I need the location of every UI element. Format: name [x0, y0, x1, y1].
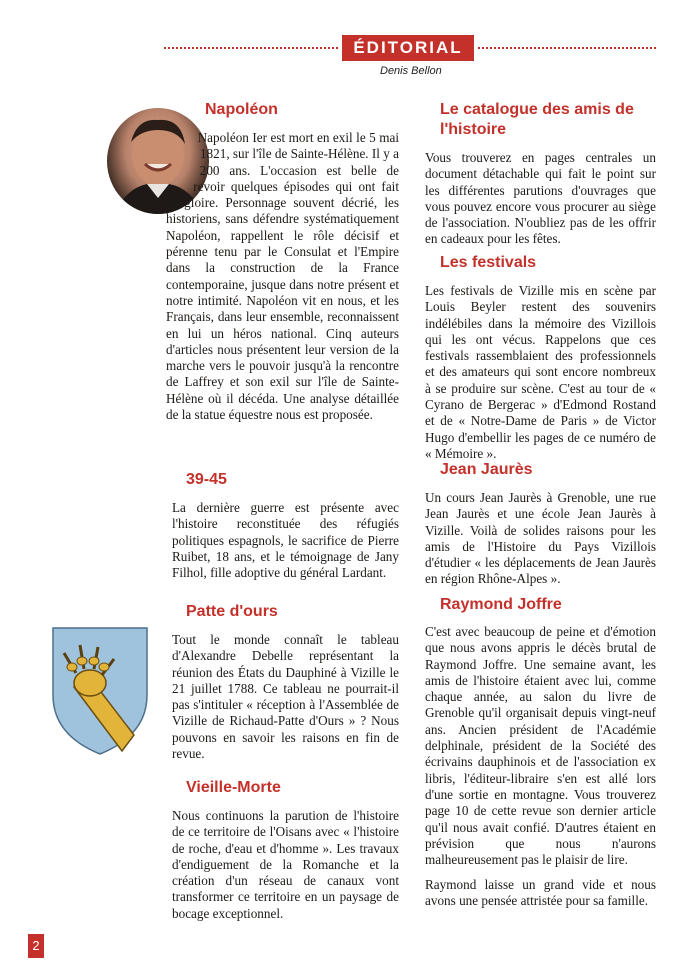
header-rule-left — [164, 47, 338, 49]
text-jean-jaures: Un cours Jean Jaurès à Grenoble, une rue Jean Jaurès et une école Jean Jaurès à Vizille. Voilà de solides raisons pour les amis de l'Histoire du Pays Vizillois d'étudier « les déplacements de Jean Jaurès en région Rhône-Alpes ». — [425, 490, 656, 587]
heading-patte-d-ours: Patte d'ours — [186, 603, 278, 620]
heading-vieille-morte: Vieille-Morte — [186, 779, 281, 796]
heading-jean-jaures: Jean Jaurès — [440, 461, 533, 478]
text-patte-d-ours: Tout le monde connaît le tableau d'Alexandre Debelle représentant la réunion des États du Dauphiné à Vizille le 21 juillet 1788. Ce tableau ne pourrait-il pas s'intituler « réception à l'Assemblée de Vizille de Richaud-Patte d'Ours » ? Nous pouvons en savoir les raisons en fin de revue. — [172, 632, 399, 762]
text-napoleon: Napoléon Ier est mort en exil le 5 mai 1821, sur l'île de Sainte-Hélène. Il y a 200 ans. L'occasion est belle de revoir quelques épisodes qui ont fait sa gloire. Personnage souvent décrié, les historiens, sans défendre systématiquement Napoléon, rappellent le rôle décisif et pérenne tenu par le Consulat et l'Empire dans la construction de la France contemporaine, jusque dans notre présent et notre intimité. Napoléon vit en nous, et les Français, dans leur ensemble, reconnaissent en lui un héros national. Cinq auteurs d'articles nous présentent leur version de la marche vers le pouvoir jusqu'à la rencontre de Laffrey et son exil sur l'île de Sainte-Hélène où il décéda. Une analyse détaillée de la statue équestre nous est proposée. — [166, 130, 399, 423]
heading-festivals: Les festivals — [440, 254, 537, 271]
portrait-wrap-spacer — [166, 130, 216, 212]
text-raymond-joffre-closing: Raymond laisse un grand vide et nous avons une pensée attristée pour sa famille. — [425, 877, 656, 909]
page-number: 2 — [28, 934, 44, 958]
heading-39-45: 39-45 — [186, 471, 227, 488]
heading-napoleon: Napoléon — [205, 101, 278, 118]
text-festivals: Les festivals de Vizille mis en scène par Louis Beyler restent des souvenirs indélébiles dans la mémoire des Vizillois qui les ont vécus. Rappelons que ces festivals rassemblaient des professionnels et des amateurs qui sont encore nombreux à se produire sur scène. C'est au tour de « Cyrano de Bergerac » d'Edmond Rostand et de « Notre-Dame de Paris » de Victor Hugo d'embellir les pages de ce numéro de « Mémoire ». — [425, 283, 656, 461]
text-catalogue: Vous trouverez en pages centrales un document détachable qui fait le point sur les différentes parutions d'ouvrages que vous pouvez encore vous procurer au siège de l'association. N'oubliez pas de les offrir en cadeaux pour les fêtes. — [425, 150, 656, 247]
section-banner: ÉDITORIAL — [342, 35, 474, 61]
header-rule-right — [478, 47, 656, 49]
text-vieille-morte: Nous continuons la parution de l'histoire de ce territoire de l'Oisans avec « l'histoire de roche, d'eau et d'homme ». Les travaux d'endiguement de la Romanche et la création d'un réseau de canaux vont transformer ce territoire en un paysage de bocage exceptionnel. — [172, 808, 399, 921]
heading-catalogue: Le catalogue des amis de l'histoire — [440, 101, 634, 138]
author-name: Denis Bellon — [380, 65, 442, 77]
text-39-45: La dernière guerre est présente avec l'histoire reconstituée des réfugiés politiques espagnols, le sacrifice de Pierre Ruibet, 18 ans, et le témoignage de Jany Filhol, fille adoptive du général Lardant. — [172, 500, 399, 581]
coat-of-arms-icon — [50, 625, 150, 757]
heading-raymond-joffre: Raymond Joffre — [440, 596, 562, 613]
text-raymond-joffre: C'est avec beaucoup de peine et d'émotion que nous avons appris le décès brutal de Raymond Joffre. Une semaine avant, les amis de l'histoire étaient avec lui, comme chaque année, au salon du livre de Grenoble qu'il organisait depuis vingt-neuf ans. Ancien président de l'Académie delphinale, président de la Société des écrivains dauphinois et de l'association ex libris, l'éditeur-libraire s'en est allé lors d'une sortie en montagne. Vous trouverez page 10 de cette revue son dernier article qu'il nous avait confié. D'autres étaient en prévision que nous n'aurons malheureusement pas le plaisir de lire. — [425, 624, 656, 868]
